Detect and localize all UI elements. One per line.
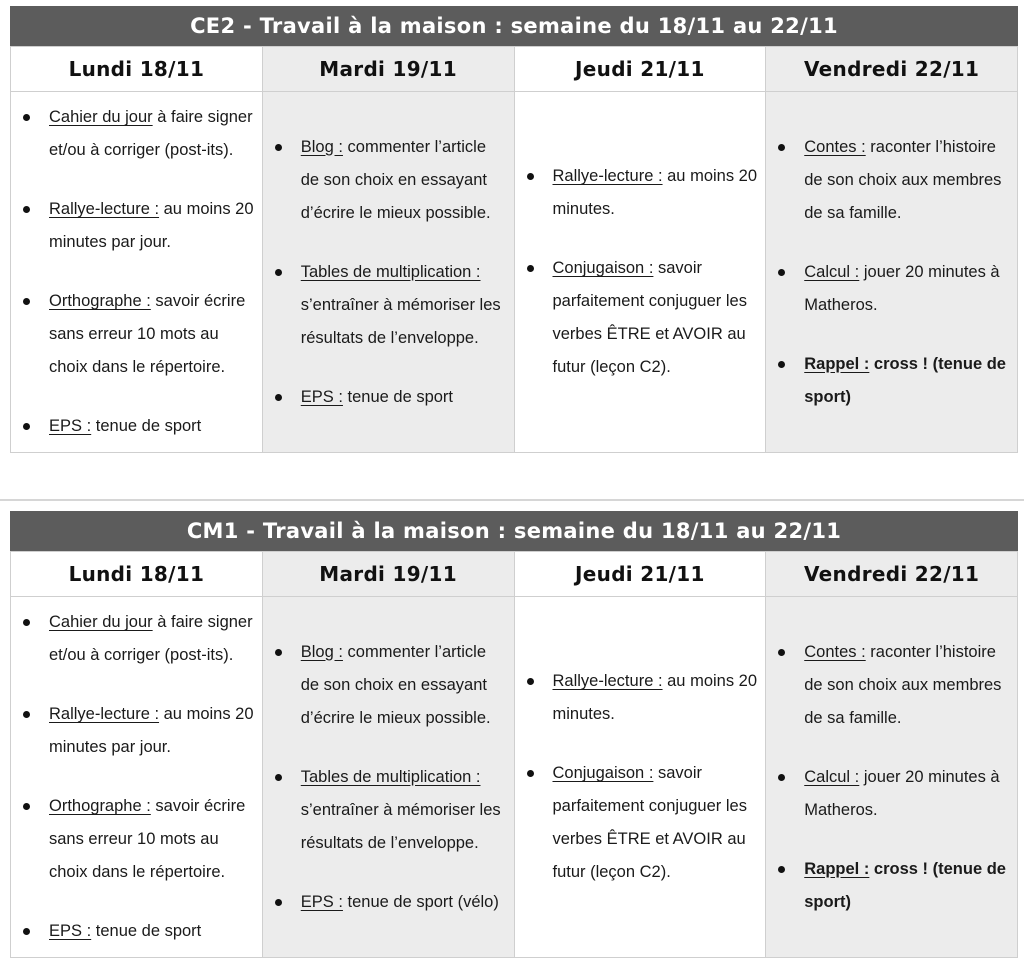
task-topic: EPS : xyxy=(300,892,343,911)
task-topic: Calcul : xyxy=(804,767,860,786)
bullet-icon xyxy=(23,114,30,121)
task-text: savoir écrire sans erreur 10 mots au choix dans le répertoire. xyxy=(49,797,246,881)
bullet-icon xyxy=(23,423,30,430)
bullet-icon xyxy=(778,361,785,368)
cm1-thursday-tasks xyxy=(515,665,766,889)
task-item xyxy=(774,636,1009,735)
task-text: jouer 20 minutes à Matheros. xyxy=(804,767,1000,819)
task-text: commenter l’article de son choix en essayant d’écrire le mieux possible. xyxy=(300,137,491,222)
cm1-title: CM1 - Travail à la maison : semaine du 18/11 au 22/11 xyxy=(10,511,1018,551)
task-text: raconter l’histoire de son choix aux membres de sa famille. xyxy=(804,137,1002,222)
task-text: au moins 20 minutes. xyxy=(552,672,758,723)
task-topic: Blog : xyxy=(300,137,343,156)
ce2-header-tuesday: Mardi 19/11 xyxy=(262,47,514,92)
cm1-tuesday-cell xyxy=(262,597,514,958)
ce2-header-thursday: Jeudi 21/11 xyxy=(514,47,766,92)
cm1-friday-tasks xyxy=(766,636,1017,919)
task-topic: Contes : xyxy=(804,137,866,156)
cm1-monday-tasks xyxy=(11,606,262,948)
cm1-header-thursday: Jeudi 21/11 xyxy=(514,552,766,597)
task-text: savoir parfaitement conjuguer les verbes ÊTRE et AVOIR au futur (leçon C2). xyxy=(552,764,747,881)
task-topic: Tables de multiplication : xyxy=(300,767,481,786)
ce2-header-friday: Vendredi 22/11 xyxy=(766,47,1018,92)
ce2-header-row xyxy=(11,47,1018,92)
task-topic: Orthographe : xyxy=(49,292,151,310)
cm1-header-monday: Lundi 18/11 xyxy=(11,552,263,597)
task-topic: Orthographe : xyxy=(49,797,151,815)
task-item xyxy=(523,252,758,384)
task-text: cross ! (tenue de sport) xyxy=(804,354,1006,406)
cm1-header-friday: Vendredi 22/11 xyxy=(766,552,1018,597)
task-item-reminder xyxy=(774,853,1009,919)
task-topic: Rappel : xyxy=(804,354,870,373)
task-item xyxy=(774,761,1009,827)
cm1-homework-table xyxy=(10,511,1018,958)
bullet-icon xyxy=(275,269,282,276)
bullet-icon xyxy=(23,206,30,213)
cm1-week-grid xyxy=(10,551,1018,958)
ce2-monday-tasks xyxy=(11,101,262,443)
task-topic: Calcul : xyxy=(804,262,860,281)
bullet-icon xyxy=(527,265,534,272)
task-text: raconter l’histoire de son choix aux membres de sa famille. xyxy=(804,642,1002,727)
task-topic: Rallye-lecture : xyxy=(49,705,160,723)
task-item xyxy=(271,636,506,735)
task-text: s’entraîner à mémoriser les résultats de l’enveloppe. xyxy=(300,295,501,347)
bullet-icon xyxy=(527,770,534,777)
cm1-thursday-cell xyxy=(514,597,766,958)
ce2-thursday-tasks xyxy=(515,160,766,384)
task-text: savoir écrire sans erreur 10 mots au choix dans le répertoire. xyxy=(49,292,246,376)
task-item xyxy=(271,131,506,230)
ce2-friday-tasks xyxy=(766,131,1017,414)
task-text: s’entraîner à mémoriser les résultats de l’enveloppe. xyxy=(300,800,501,852)
task-topic: Cahier du jour xyxy=(49,613,153,631)
task-topic: Conjugaison : xyxy=(552,259,654,277)
task-text: cross ! (tenue de sport) xyxy=(804,859,1006,911)
task-text: commenter l’article de son choix en essayant d’écrire le mieux possible. xyxy=(300,642,491,727)
bullet-icon xyxy=(23,711,30,718)
task-item xyxy=(19,285,254,384)
bullet-icon xyxy=(778,649,785,656)
task-item xyxy=(271,256,506,355)
bullet-icon xyxy=(275,394,282,401)
task-text: tenue de sport (vélo) xyxy=(342,892,499,911)
bullet-icon xyxy=(527,678,534,685)
task-item xyxy=(19,606,254,672)
cm1-header-tuesday: Mardi 19/11 xyxy=(262,552,514,597)
task-text: tenue de sport xyxy=(91,417,202,435)
ce2-tuesday-cell xyxy=(262,92,514,453)
ce2-thursday-cell xyxy=(514,92,766,453)
task-item xyxy=(19,410,254,443)
task-text: à faire signer et/ou à corriger (post-its). xyxy=(49,108,253,159)
task-topic: Blog : xyxy=(300,642,343,661)
bullet-icon xyxy=(23,803,30,810)
bullet-icon xyxy=(527,173,534,180)
task-item xyxy=(271,381,506,414)
ce2-title: CE2 - Travail à la maison : semaine du 18/11 au 22/11 xyxy=(10,6,1018,46)
task-item xyxy=(271,886,506,919)
task-text: au moins 20 minutes par jour. xyxy=(49,200,254,251)
bullet-icon xyxy=(23,298,30,305)
ce2-friday-cell xyxy=(766,92,1018,453)
task-item xyxy=(774,131,1009,230)
bullet-icon xyxy=(275,649,282,656)
bullet-icon xyxy=(778,144,785,151)
divider xyxy=(0,499,1024,501)
task-topic: Rappel : xyxy=(804,859,870,878)
ce2-header-monday: Lundi 18/11 xyxy=(11,47,263,92)
task-text: tenue de sport xyxy=(342,387,454,406)
ce2-tasks-row xyxy=(11,92,1018,453)
ce2-homework-table xyxy=(10,6,1018,453)
task-item xyxy=(19,790,254,889)
task-text: à faire signer et/ou à corriger (post-its). xyxy=(49,613,253,664)
task-item xyxy=(774,256,1009,322)
bullet-icon xyxy=(275,899,282,906)
task-topic: EPS : xyxy=(49,922,92,940)
ce2-week-grid xyxy=(10,46,1018,453)
task-topic: Rallye-lecture : xyxy=(49,200,160,218)
task-topic: Rallye-lecture : xyxy=(552,672,663,690)
task-topic: Rallye-lecture : xyxy=(552,167,663,185)
task-topic: Contes : xyxy=(804,642,866,661)
task-text: jouer 20 minutes à Matheros. xyxy=(804,262,1000,314)
bullet-icon xyxy=(275,144,282,151)
task-item-reminder xyxy=(774,348,1009,414)
task-topic: EPS : xyxy=(300,387,343,406)
cm1-friday-cell xyxy=(766,597,1018,958)
task-text: tenue de sport xyxy=(91,922,202,940)
task-topic: Tables de multiplication : xyxy=(300,262,481,281)
bullet-icon xyxy=(23,928,30,935)
task-topic: Cahier du jour xyxy=(49,108,153,126)
task-text: savoir parfaitement conjuguer les verbes ÊTRE et AVOIR au futur (leçon C2). xyxy=(552,259,747,376)
bullet-icon xyxy=(778,269,785,276)
cm1-tuesday-tasks xyxy=(263,636,514,919)
bullet-icon xyxy=(778,866,785,873)
task-item xyxy=(19,101,254,167)
cm1-header-row xyxy=(11,552,1018,597)
bullet-icon xyxy=(275,774,282,781)
task-item xyxy=(19,698,254,764)
task-text: au moins 20 minutes. xyxy=(552,167,758,218)
bullet-icon xyxy=(778,774,785,781)
task-item xyxy=(19,915,254,948)
task-topic: EPS : xyxy=(49,417,92,435)
cm1-tasks-row xyxy=(11,597,1018,958)
ce2-monday-cell xyxy=(11,92,263,453)
task-item xyxy=(523,160,758,226)
task-topic: Conjugaison : xyxy=(552,764,654,782)
bullet-icon xyxy=(23,619,30,626)
task-item xyxy=(523,757,758,889)
task-item xyxy=(523,665,758,731)
task-item xyxy=(271,761,506,860)
ce2-tuesday-tasks xyxy=(263,131,514,414)
task-text: au moins 20 minutes par jour. xyxy=(49,705,254,756)
task-item xyxy=(19,193,254,259)
cm1-monday-cell xyxy=(11,597,263,958)
